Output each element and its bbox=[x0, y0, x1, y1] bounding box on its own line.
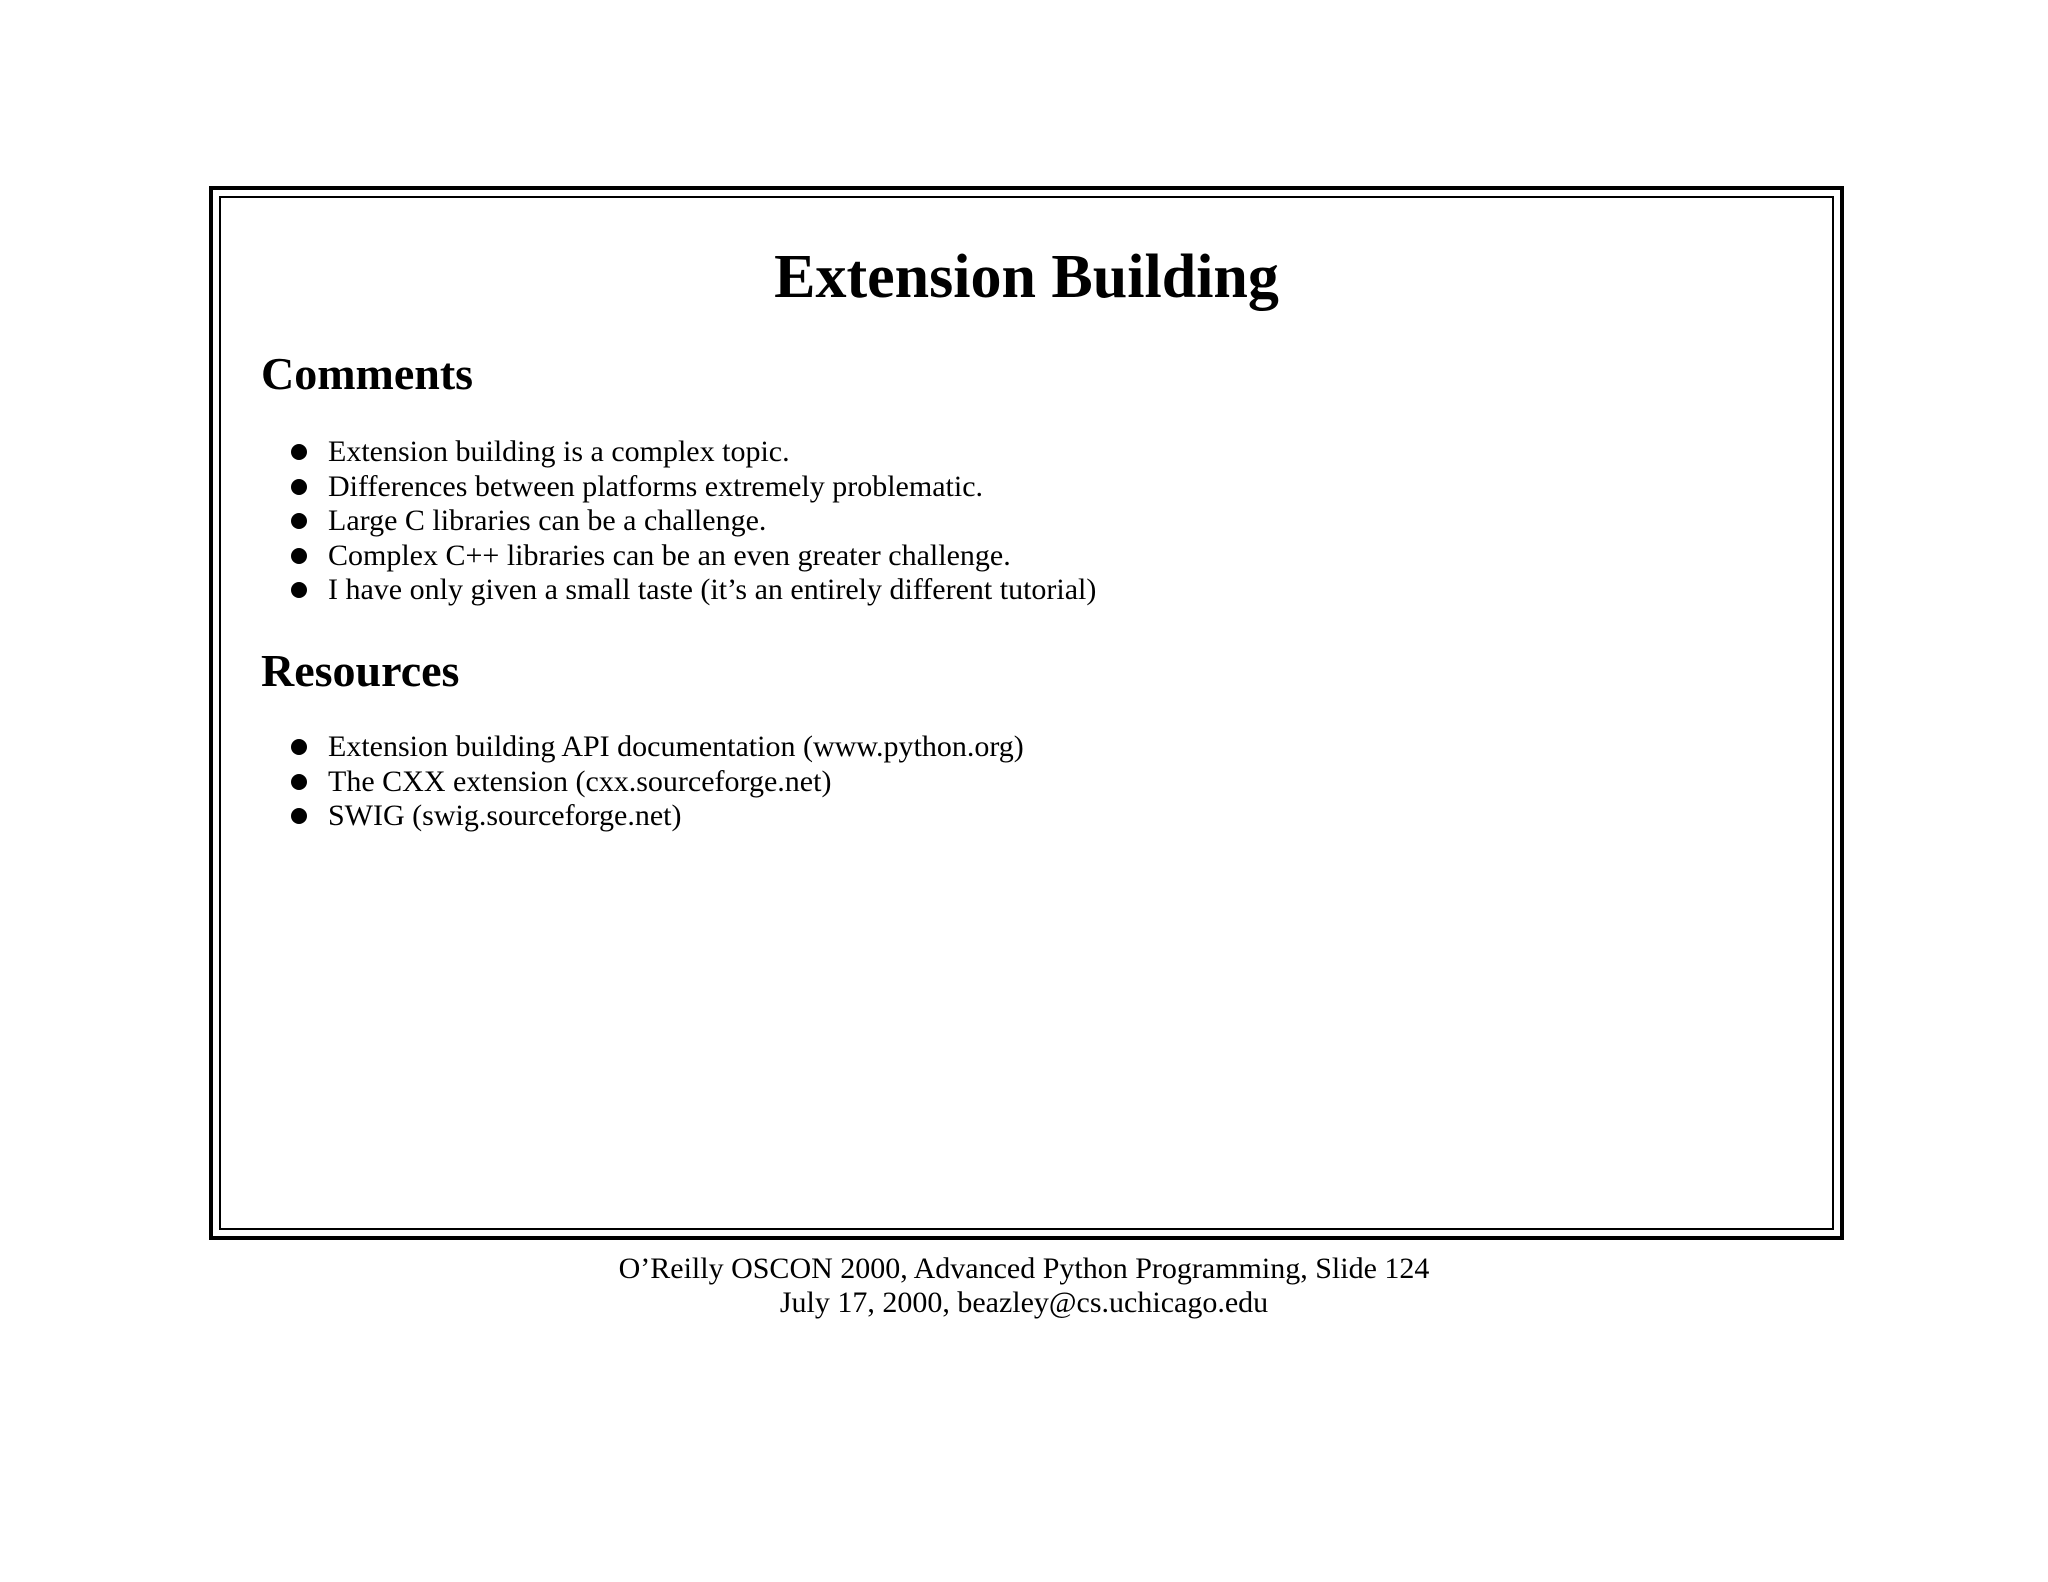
list-item bbox=[291, 539, 1096, 574]
list-item-text: Differences between platforms extremely problematic. bbox=[328, 469, 984, 503]
slide-frame bbox=[209, 186, 1844, 1240]
slide-title: Extension Building bbox=[774, 243, 1279, 311]
bullet-icon bbox=[291, 479, 307, 495]
bullet-icon bbox=[291, 582, 307, 598]
bullet-icon bbox=[291, 513, 307, 529]
list-item bbox=[291, 573, 1096, 608]
comments-list bbox=[291, 435, 1096, 608]
list-item bbox=[291, 765, 1024, 800]
list-item-text: Complex C++ libraries can be an even greater challenge. bbox=[328, 538, 1011, 572]
list-item-text: Large C libraries can be a challenge. bbox=[328, 504, 767, 537]
list-item-text: I have only given a small taste (it’s an entirely different tutorial) bbox=[328, 573, 1097, 606]
list-item bbox=[291, 504, 1096, 539]
bullet-icon bbox=[291, 444, 307, 460]
footer-line-event: O’Reilly OSCON 2000, Advanced Python Programming, Slide 124 bbox=[618, 1252, 1430, 1285]
bullet-icon bbox=[291, 808, 307, 824]
slide-footer bbox=[0, 1252, 2048, 1320]
list-item-text: Extension building API documentation (www.python.org) bbox=[328, 730, 1024, 763]
bullet-icon bbox=[291, 774, 307, 790]
list-item bbox=[291, 799, 1024, 834]
bullet-icon bbox=[291, 739, 307, 755]
list-item-text: SWIG (swig.sourceforge.net) bbox=[328, 799, 682, 832]
list-item bbox=[291, 470, 1096, 505]
footer-line-date-contact: July 17, 2000, beazley@cs.uchicago.edu bbox=[779, 1286, 1269, 1319]
bullet-icon bbox=[291, 548, 307, 564]
list-item bbox=[291, 435, 1096, 470]
list-item bbox=[291, 730, 1024, 765]
section-heading-resources: Resources bbox=[261, 645, 460, 696]
section-heading-comments: Comments bbox=[261, 348, 474, 399]
resources-list bbox=[291, 730, 1024, 834]
list-item-text: Extension building is a complex topic. bbox=[328, 435, 790, 468]
list-item-text: The CXX extension (cxx.sourceforge.net) bbox=[328, 764, 832, 798]
slide-inner-border bbox=[219, 196, 1834, 1230]
